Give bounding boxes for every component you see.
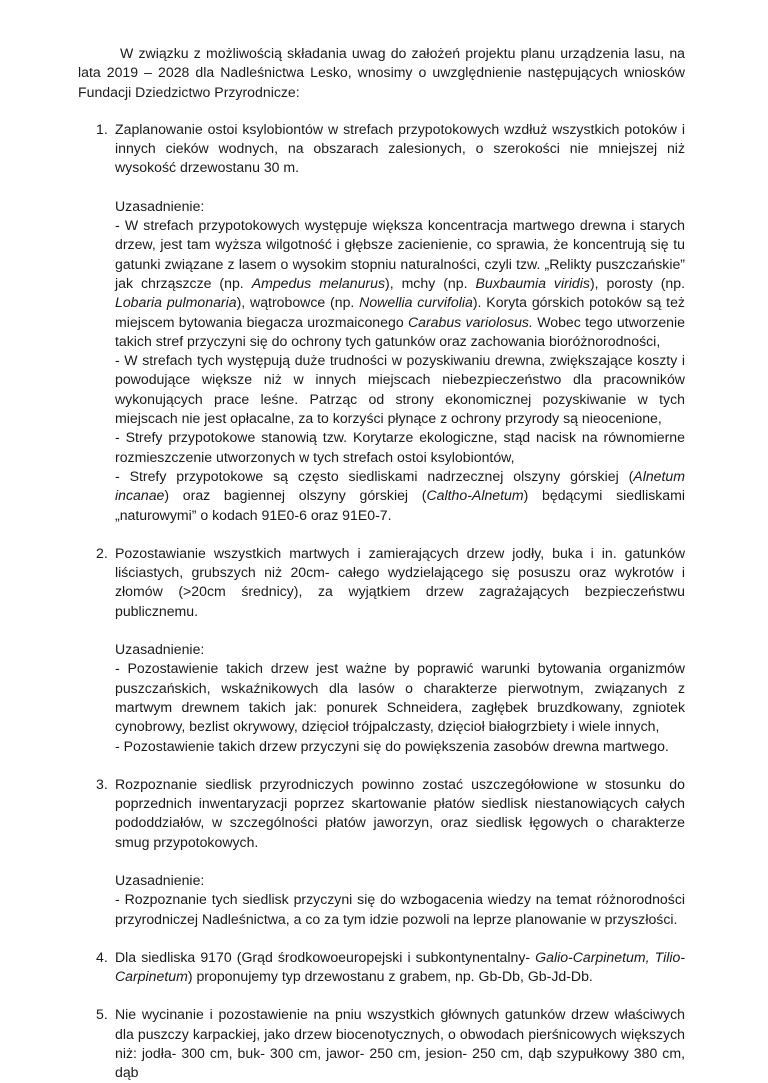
justification-label: Uzasadnienie: [115, 871, 205, 888]
item-text: Rozpoznanie siedlisk przyrodniczych powinno zostać uszczegółowione w stosunku do poprzednich inwentaryzacji poprzez skartowanie płatów siedlisk niestanowiących całych pododdziałów, w szczególności płatów jaworzyn, oraz siedlisk łęgowych o charakterze smug przypotokowych. [115, 775, 685, 850]
justification-bullet: - Pozostawienie takich drzew jest ważne by poprawić warunki bytowania organizmów puszczańskich, wskaźnikowych dla lasów o charakterze pierwotnym, związanych z martwym drewnem takich jak: ponurek Schneidera, zagłębek bruzdkowany, zgniotek cynobrowy, bezlist okrywowy, dzięcioł trójpalczasty, dzięcioł białogrzbiety i wiele innych, [115, 660, 685, 735]
proposal-list [78, 120, 685, 1083]
item-text: Dla siedliska 9170 (Grąd środkowoeuropejski i subkontynentalny- Galio-Carpinetum, Tilio-Carpinetum) proponujemy typ drzewostanu z grabem, np. Gb-Db, Gb-Jd-Db. [115, 948, 685, 985]
item-number: 3. [96, 775, 108, 792]
item-number: 1. [96, 120, 108, 137]
justification-label: Uzasadnienie: [115, 197, 205, 214]
list-item [78, 120, 685, 525]
list-item [78, 544, 685, 756]
list-item [78, 775, 685, 929]
justification-bullet: - Pozostawienie takich drzew przyczyni się do powiększenia zasobów drewna martwego. [115, 737, 669, 754]
item-text: Pozostawianie wszystkich martwych i zamierających drzew jodły, buka i in. gatunków liściastych, grubszych niż 20cm- całego wydzielającego się posuszu oraz wykrotów i złomów (>20cm średnicy), za wyjątkiem drzew zagrażających bezpieczeństwu publicznemu. [115, 544, 685, 619]
item-number: 5. [96, 1006, 108, 1023]
justification-bullet: - Rozpoznanie tych siedlisk przyczyni się do wzbogacenia wiedzy na temat różnorodności przyrodniczej Nadleśnictwa, a co za tym idzie pozwoli na leprze planowanie w przyszłości. [115, 891, 685, 927]
item-number: 4. [96, 948, 108, 965]
item-text: Zaplanowanie ostoi ksylobiontów w strefach przypotokowych wzdłuż wszystkich potoków i innych cieków wodnych, na obszarach zalesionych, o szerokości nie mniejszej niż wysokość drzewostanu 30 m. [115, 120, 685, 176]
list-item [78, 948, 685, 987]
justification-bullet: - W strefach przypotokowych występuje większa koncentracja martwego drewna i starych drzew, jest tam wyższa wilgotność i głębsze zacienienie, co sprawia, że koncentrują się tu gatunki związane z lasem o wysokim stopniu naturalności, czyli tzw. „Relikty puszczańskie” jak chrząszcze (np. Ampedus melanurus), mchy (np. Buxbaumia viridis), porosty (np. Lobaria pulmonaria), wątrobowce (np. Nowellia curvifolia). Koryta górskich potoków są też miejscem bytowania biegacza urozmaiconego Carabus variolosus. Wobec tego utworzenie takich stref przyczyni się do ochrony tych gatunków oraz zachowania bioróżnorodności, [115, 217, 685, 349]
intro-paragraph: W związku z możliwością składania uwag do założeń projektu planu urządzenia lasu, na lata 2019 – 2028 dla Nadleśnictwa Lesko, wnosimy o uwzględnienie następujących wniosków Fundacji Dziedzictwo Przyrodnicze: [78, 45, 685, 100]
justification-bullet: - Strefy przypotokowe stanowią tzw. Korytarze ekologiczne, stąd nacisk na równomierne rozmieszczenie utworzonych w tych strefach ostoi ksylobiontów, [115, 429, 685, 465]
justification-bullet: - W strefach tych występują duże trudności w pozyskiwaniu drewna, zwiększające koszty i powodujące większe niż w innych miejscach niebezpieczeństwo dla pracowników wykonujących prace leśne. Patrząc od strony ekonomicznej pozyskiwanie w tych miejscach nie jest opłacalne, za to korzyści płynące z ochrony przyrody są nieocenione, [115, 352, 685, 427]
item-number: 2. [96, 544, 108, 561]
list-item [78, 1005, 685, 1082]
item-text: Nie wycinanie i pozostawienie na pniu wszystkich głównych gatunków drzew właściwych dla puszczy karpackiej, jako drzew biocenotycznych, o obwodach pierśnicowych większych niż: jodła- 300 cm, buk- 300 cm, jawor- 250 cm, jesion- 250 cm, dąb szypułkowy 380 cm, dąb [115, 1006, 685, 1081]
justification-bullet: - Strefy przypotokowe są często siedliskami nadrzecznej olszyny górskiej (Alnetum incanae) oraz bagiennej olszyny górskiej (Caltho-Alnetum) będącymi siedliskami „naturowymi” o kodach 91E0-6 oraz 91E0-7. [115, 467, 685, 523]
justification-label: Uzasadnienie: [115, 641, 205, 658]
